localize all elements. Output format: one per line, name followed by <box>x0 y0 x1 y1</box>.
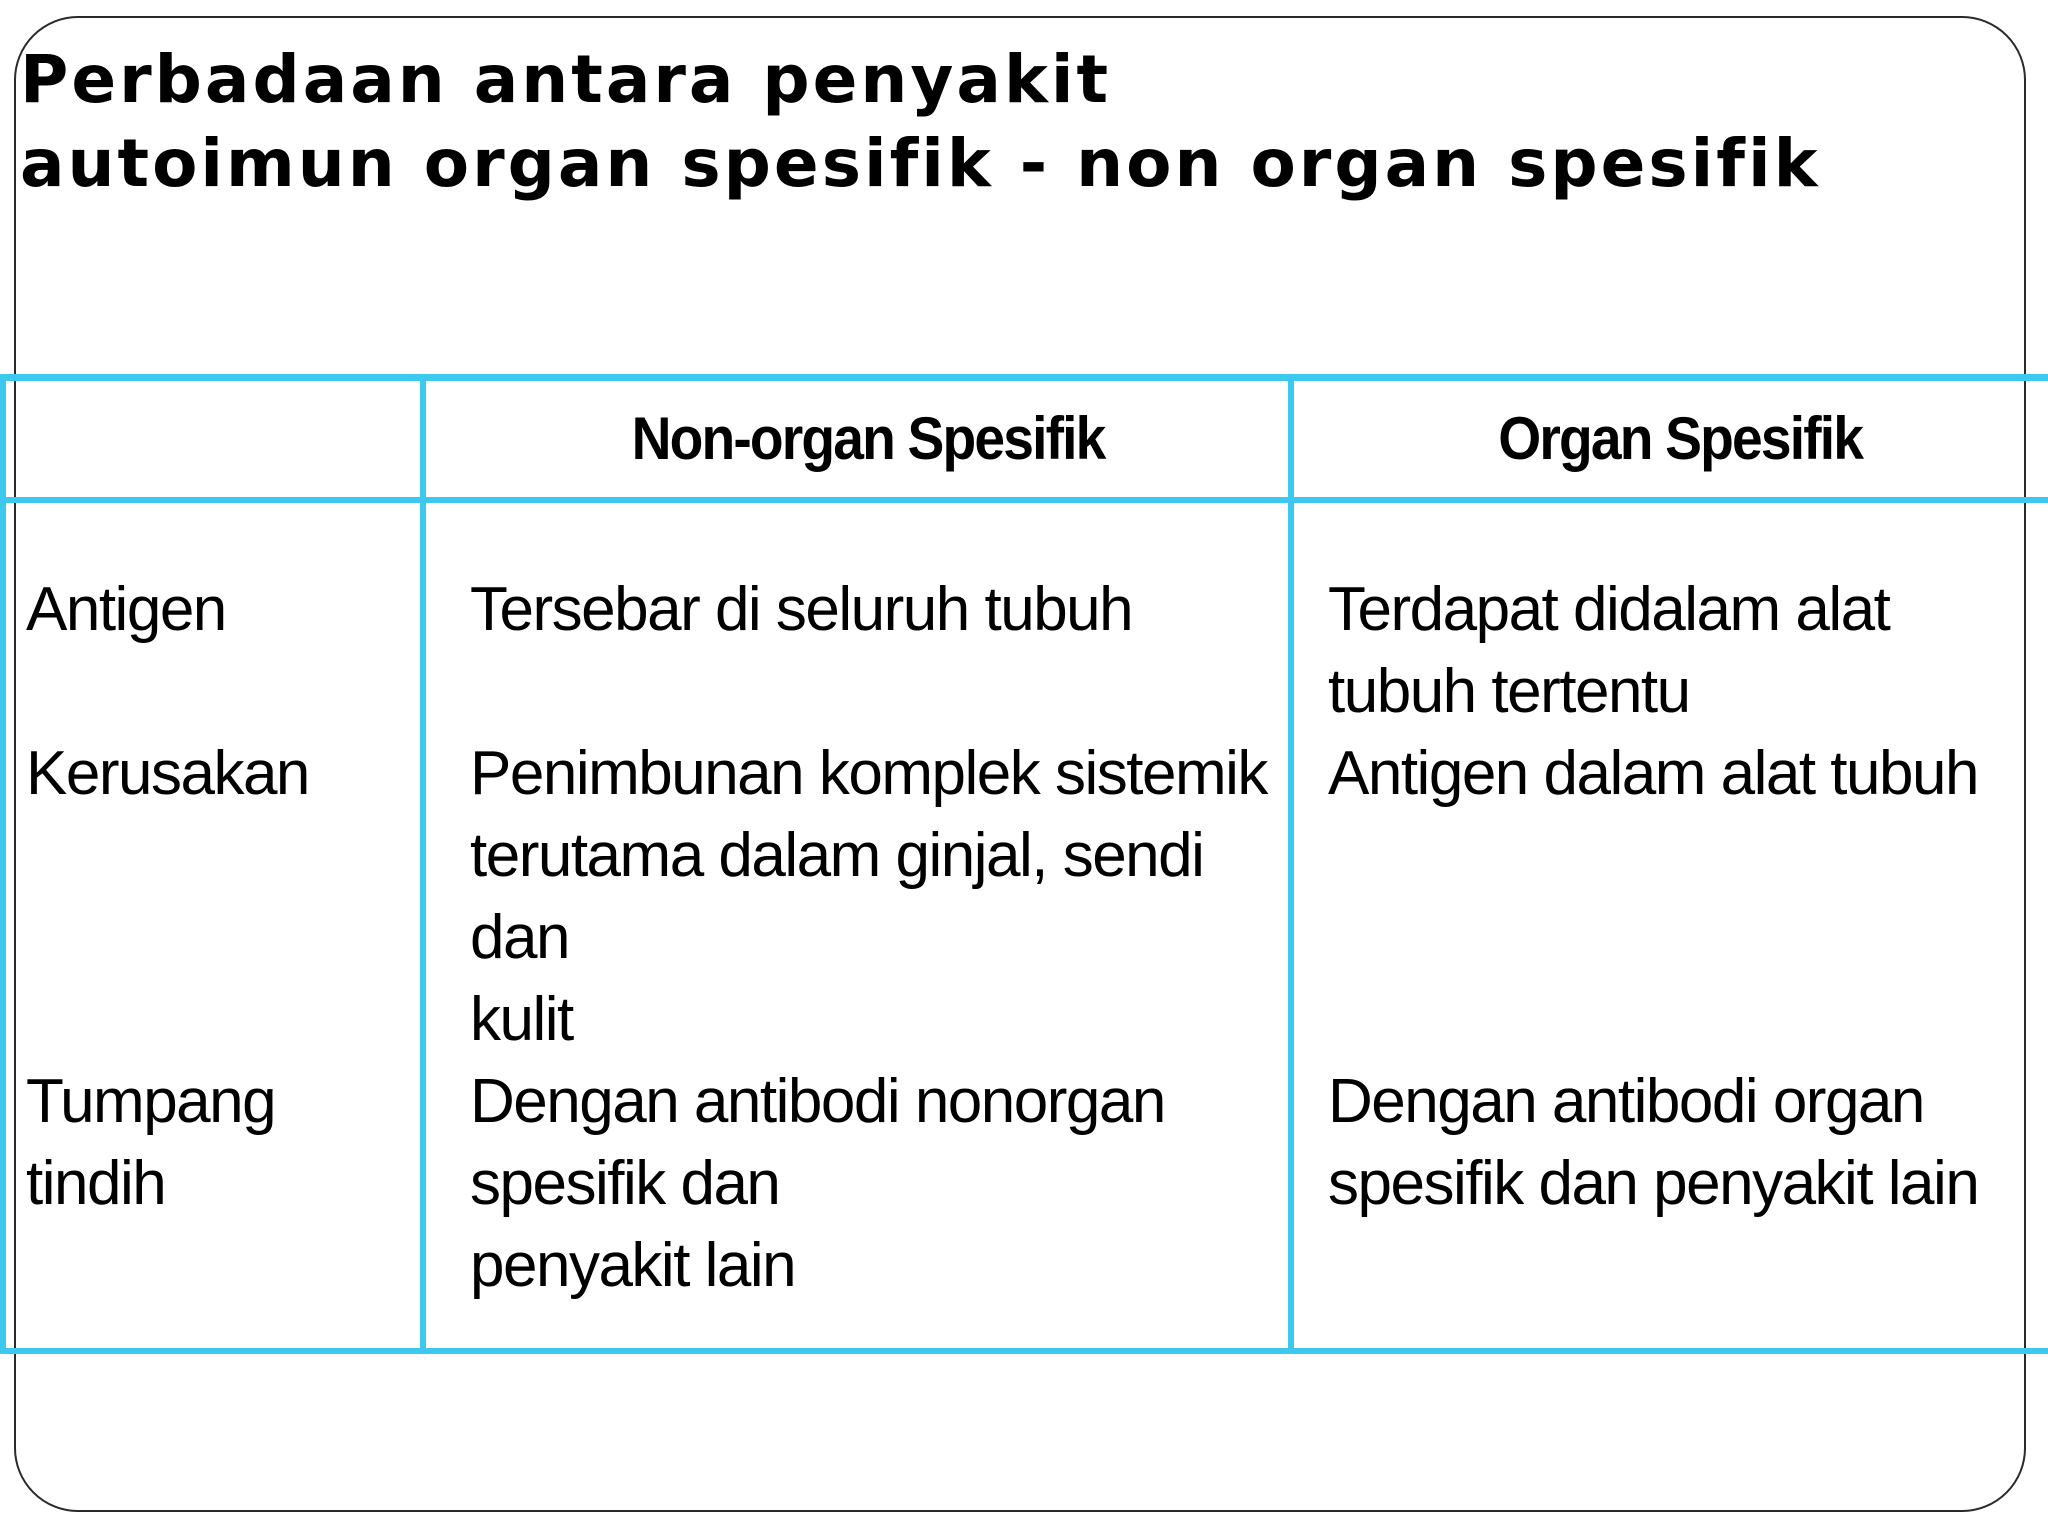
non-organ-kerusakan: Penimbunan komplek sistemik terutama dalam ginjal, sendi dan kulit <box>470 739 1267 1055</box>
organ-antigen: Terdapat didalam alat tubuh tertentu <box>1328 575 1890 727</box>
labels-column <box>3 500 423 1351</box>
comparison-table <box>0 374 2048 1354</box>
table-header-row <box>3 378 2048 501</box>
title-line-1: Perbadaan antara penyakit <box>20 41 1112 118</box>
slide-title <box>20 38 1821 206</box>
header-non-organ: Non-organ Spesifik <box>458 378 1257 501</box>
non-organ-tumpang-tindih: Dengan antibodi nonorgan spesifik dan penyakit lain <box>470 1067 1165 1301</box>
organ-kerusakan: Antigen dalam alat tubuh <box>1328 739 1978 809</box>
row-label-kerusakan: Kerusakan <box>26 739 309 809</box>
non-organ-antigen: Tersebar di seluruh tubuh <box>470 575 1133 645</box>
organ-tumpang-tindih: Dengan antibodi organ spesifik dan penyakit lain <box>1328 1067 1979 1219</box>
non-organ-column <box>423 500 1291 1351</box>
header-organ: Organ Spesifik <box>1321 378 2020 501</box>
organ-column <box>1291 500 2048 1351</box>
table-body-row <box>3 500 2048 1351</box>
title-line-2: autoimun organ spesifik - non organ spesifik <box>20 125 1821 202</box>
header-empty-cell <box>20 378 406 501</box>
row-label-antigen: Antigen <box>26 575 226 645</box>
row-label-tumpang-tindih: Tumpang tindih <box>26 1067 276 1219</box>
